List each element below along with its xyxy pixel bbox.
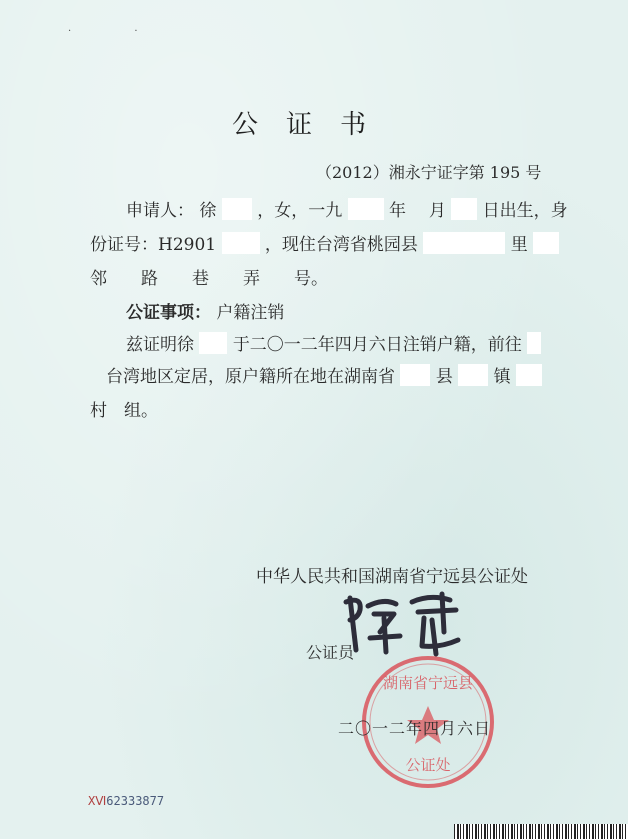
statement-line-3 (90, 396, 158, 421)
statement-line-2 (106, 362, 542, 387)
seal-text-top: 湖南省宁远县 (382, 674, 474, 692)
birth-day-suffix: 日出生，身 (482, 201, 568, 221)
notary-label: 公证员 (306, 643, 355, 662)
address-li: 里 (510, 235, 528, 255)
redaction-block (458, 364, 488, 386)
serial-number (88, 794, 164, 808)
applicant-line-1 (126, 196, 568, 221)
redaction-block (400, 364, 430, 386)
applicant-label: 申请人： (126, 201, 194, 221)
serial-prefix: XⅥ (88, 794, 107, 808)
applicant-line-3 (90, 264, 328, 289)
redaction-block (222, 198, 252, 220)
notary-office: 中华人民共和国湖南省宁远县公证处 (256, 567, 528, 587)
spacer (411, 198, 423, 220)
redaction-block (451, 198, 477, 220)
statement-text: 台湾地区定居，原户籍所在地在湖南省 (106, 367, 395, 387)
statement-prefix: 兹证明徐 (126, 335, 194, 355)
notarization-matter (126, 298, 284, 323)
applicant-name: 徐 (199, 201, 217, 221)
address-intro: ，现住台湾省桃园县 (264, 235, 418, 255)
corner-marks: · · (68, 26, 168, 37)
birth-year-unit: 年 (389, 201, 407, 221)
address-detail: 邻 路 巷 弄 号。 (90, 269, 328, 289)
matter-value: 户籍注销 (216, 303, 285, 323)
id-number: 份证号：H2901 (90, 235, 217, 255)
redaction-block (516, 364, 542, 386)
matter-label: 公证事项： (126, 303, 211, 323)
village-group: 村 组。 (90, 401, 158, 421)
redaction-block (222, 232, 260, 254)
document-title: 公证书 (232, 110, 395, 140)
county-unit: 县 (435, 367, 453, 387)
redaction-block (533, 232, 559, 254)
barcode (454, 824, 628, 839)
statement-line-1 (126, 330, 541, 355)
applicant-line-2 (90, 230, 559, 255)
redaction-block (348, 198, 384, 220)
redaction-block (527, 332, 541, 354)
redaction-block (199, 332, 227, 354)
birth-month-unit: 月 (428, 201, 446, 221)
seal-text-bottom: 公证处 (405, 756, 451, 774)
statement-text: 于二〇一二年四月六日注销户籍，前往 (232, 335, 522, 355)
issue-date: 二〇一二年四月六日 (338, 719, 492, 738)
town-unit: 镇 (493, 367, 511, 387)
redaction-block (423, 232, 505, 254)
notary-signature (340, 588, 470, 658)
document-number: （2012）湘永宁证字第 195 号 (316, 163, 542, 182)
serial-digits: 62333877 (106, 794, 165, 808)
applicant-sex-birth: ，女，一九 (257, 201, 343, 221)
